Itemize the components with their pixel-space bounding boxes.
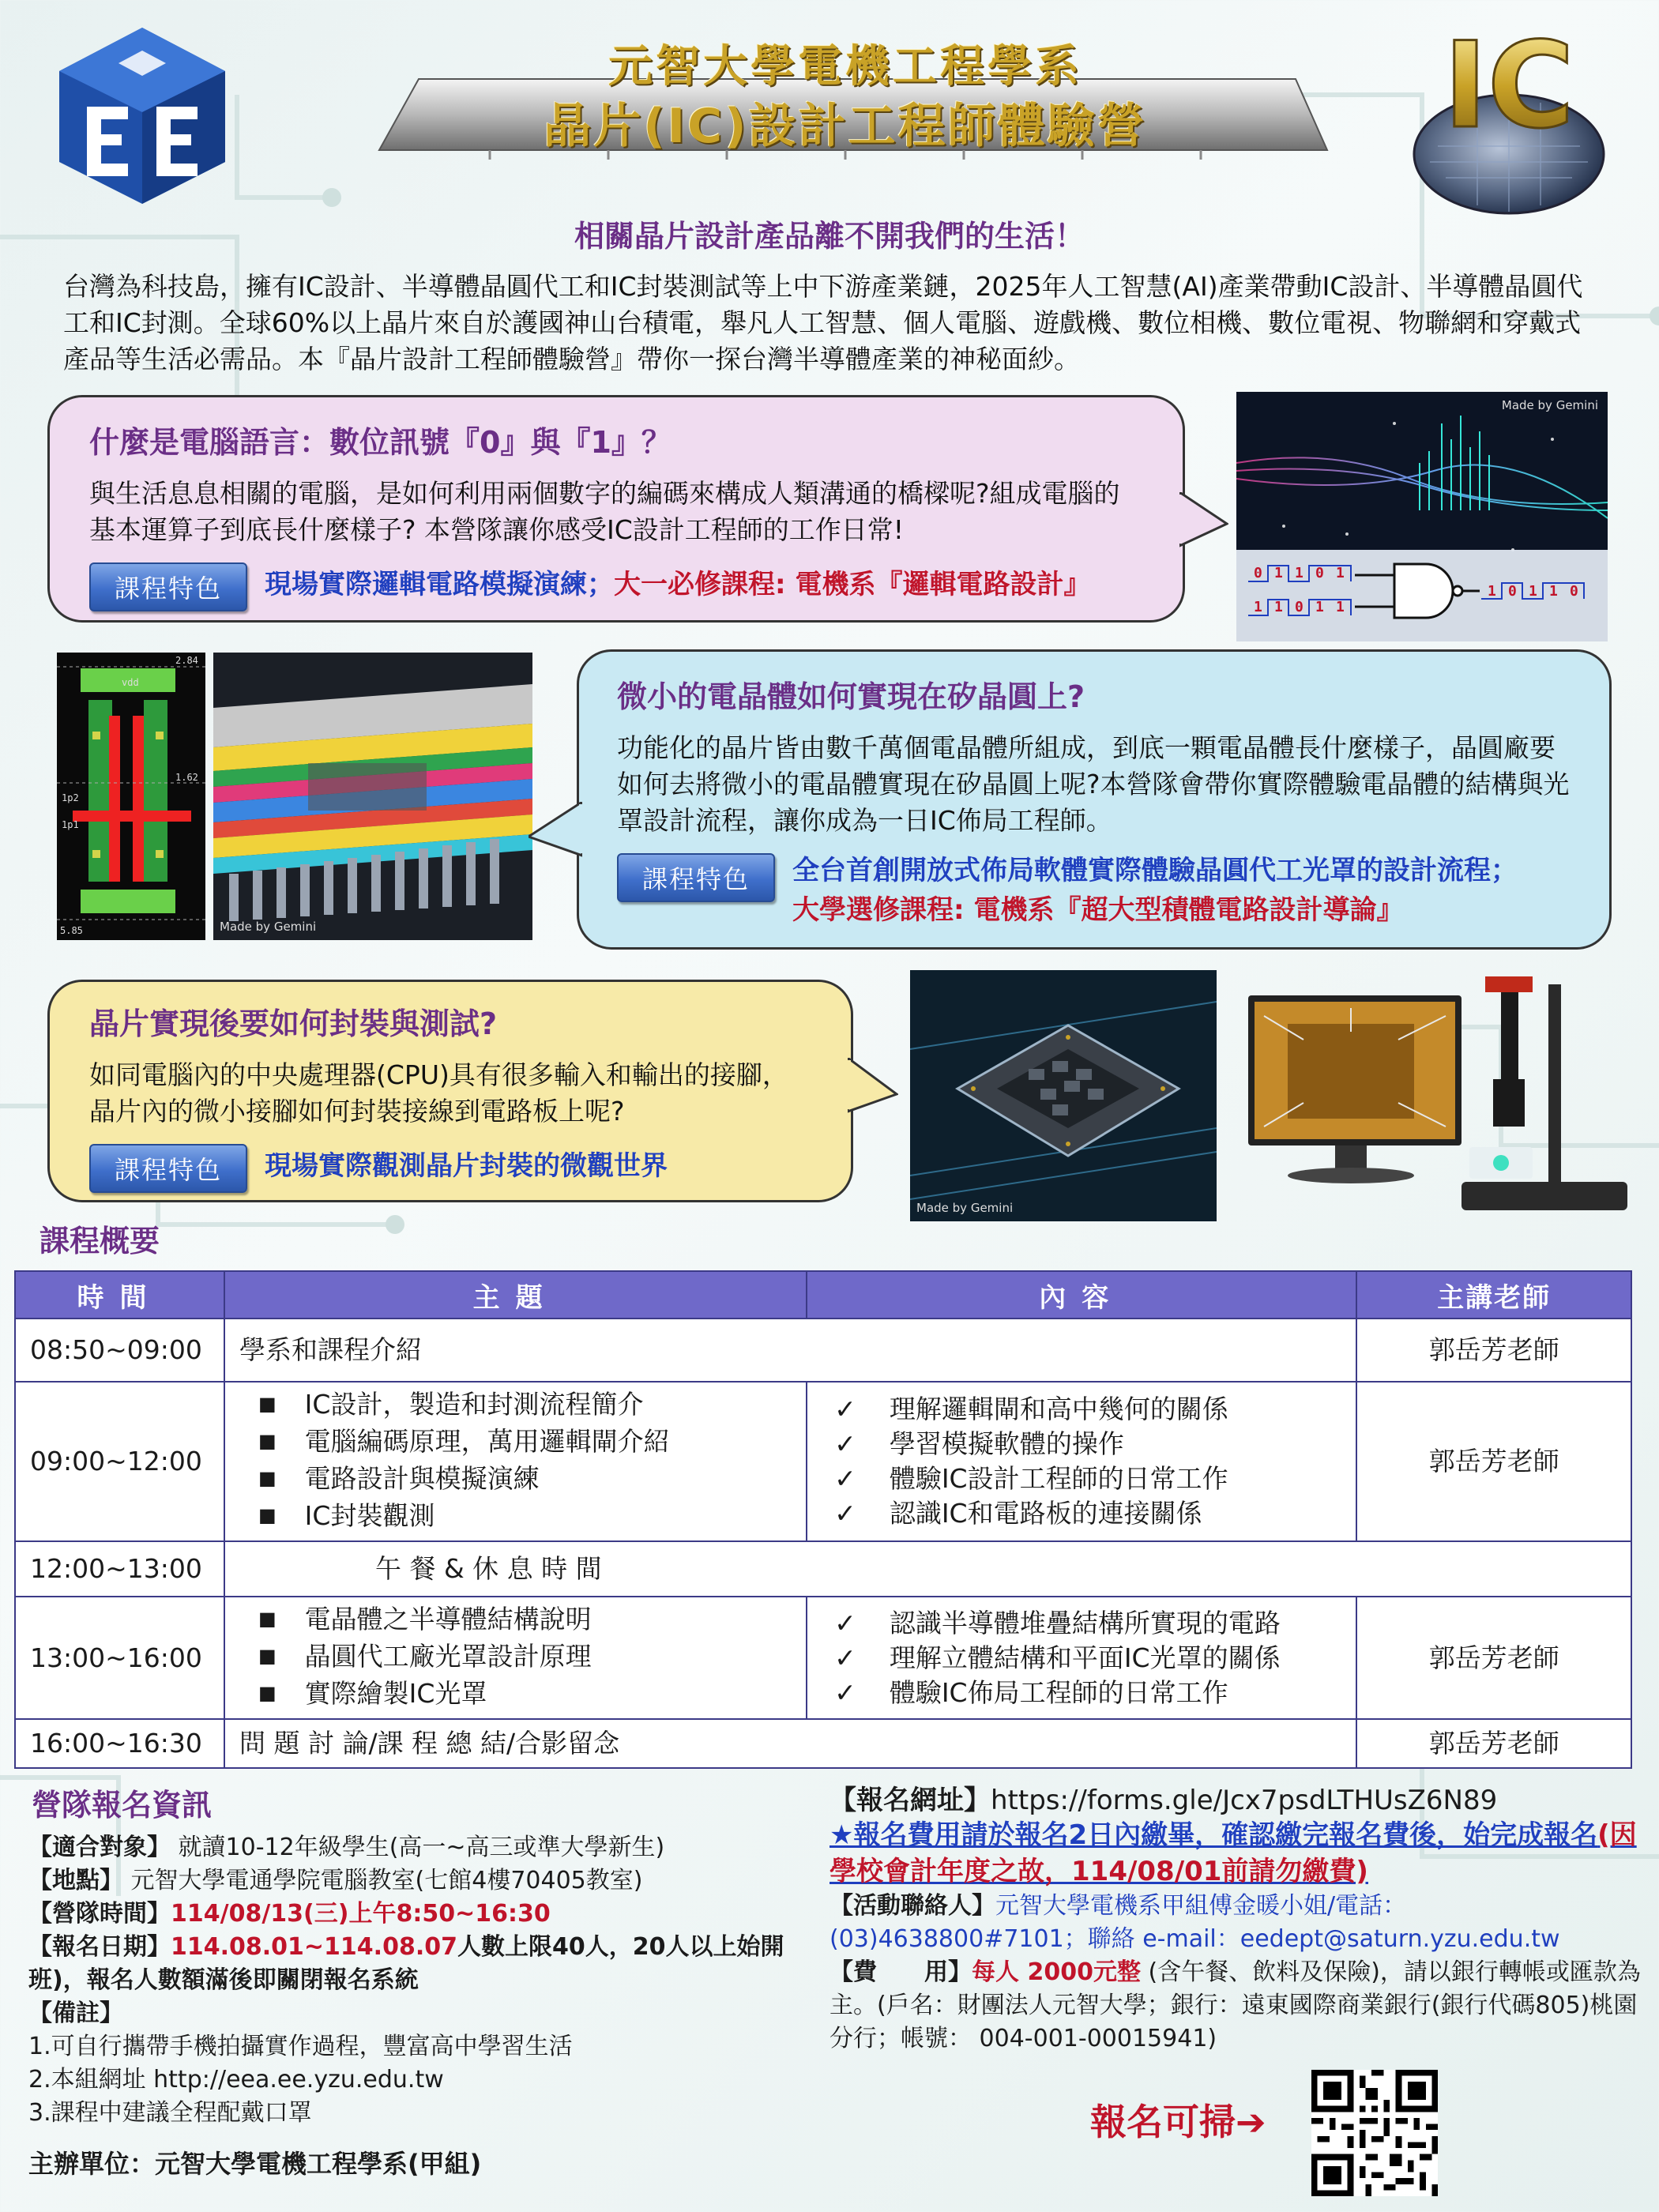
chip-package-image <box>910 970 1217 1221</box>
course-feature-tag: 課程特色 <box>89 562 247 611</box>
bit-out-2: 1 <box>1529 583 1537 600</box>
note-item: 1.可自行攜帶手機拍攝實作過程，豐富高中學習生活 <box>28 2033 573 2060</box>
row-topic: 學系和課程介紹 <box>224 1319 1356 1382</box>
list-item: ■ 電路設計與模擬演練 <box>239 1462 792 1499</box>
target-value: 就讀10-12年級學生(高一~高三或準大學新生) <box>178 1834 665 1861</box>
intro-paragraph: 台灣為科技島，擁有IC設計、半導體晶圓代工和IC封裝測試等上中下游產業鏈，2025年人工智慧(AI)產業帶動IC設計、半導體晶圓代工和IC封測。全球60%以上晶片來自於護國神山台積電，舉凡人工智慧、個人電腦、遊戲機、數位相機、數位電視、物聯網和穿戴式產品等生活必需品。本『晶片設計工程師體驗營』帶你一探台灣半導體產業的神秘面紗。 <box>63 271 1583 374</box>
row-time: 09:00~12:00 <box>15 1382 224 1541</box>
row-time: 12:00~13:00 <box>15 1541 224 1597</box>
qr-code-icon[interactable] <box>1311 2070 1438 2196</box>
bit-in-top-3: 0 <box>1315 565 1324 581</box>
table-row <box>15 1719 1631 1768</box>
list-item: ✓ 學習模擬軟體的操作 <box>822 1427 1341 1462</box>
bit-in-bottom-2: 0 <box>1295 599 1304 615</box>
layout-label-bottom: 5.85 <box>60 925 83 936</box>
bit-in-bottom-1: 1 <box>1274 599 1283 615</box>
list-item: ■ IC設計，製造和封測流程簡介 <box>239 1387 792 1424</box>
list-item: ■ 晶圓代工廠光罩設計原理 <box>239 1639 792 1676</box>
section1-feature-red: 大一必修課程: 電機系『邏輯電路設計』 <box>614 569 1091 600</box>
course-feature-tag: 課程特色 <box>617 853 775 902</box>
row-time: 16:00~16:30 <box>15 1719 224 1768</box>
layout-label-mid: 1.62 <box>175 772 198 783</box>
topic-list <box>239 1387 792 1536</box>
layout-label-1p1: 1p1 <box>62 819 79 830</box>
title-department: 元智大學電機工程學系 <box>608 41 1082 92</box>
list-item: ■ 電腦編碼原理，萬用邏輯閘介紹 <box>239 1424 792 1462</box>
section2-feature-red: 大學選修課程: 電機系『超大型積體電路設計導論』 <box>792 894 1404 926</box>
reg-date-label: 【報名日期】 <box>28 1933 171 1961</box>
ee-department-logo <box>55 24 229 205</box>
bit-in-top-2: 1 <box>1295 565 1304 581</box>
table-row <box>15 1382 1631 1541</box>
schedule-table <box>14 1270 1632 1769</box>
layout-label-top: 2.84 <box>175 655 198 666</box>
list-item: ■ 實際繪製IC光罩 <box>239 1676 792 1714</box>
bit-out-1: 0 <box>1508 583 1517 600</box>
section2-body: 功能化的晶片皆由數千萬個電晶體所組成，到底一顆電晶體長什麼樣子，晶圓廠要如何去將微小的電晶體實現在矽晶圓上呢?本營隊會帶你實際體驗電晶體的結構與光罩設計流程，讓你成為一日IC佈局工程師。 <box>617 732 1570 836</box>
row-teacher: 郭岳芳老師 <box>1356 1597 1631 1719</box>
payment-notice-red: (因學校會計年度之故，114/08/01前請勿繳費) <box>830 1819 1637 1887</box>
place-value: 元智大學電通學院電腦教室(七館4樓70405教室) <box>130 1867 643 1894</box>
fee-amount: 每人 2000元整 <box>972 1958 1141 1986</box>
place-label: 【地點】 <box>28 1867 123 1894</box>
section-packaging <box>47 980 853 1202</box>
title-camp: 晶片(IC)設計工程師體驗營 <box>544 99 1147 154</box>
section1-feature-blue: 現場實際邏輯電路模擬演練； <box>265 569 615 600</box>
microscope-photo <box>1232 969 1635 1223</box>
bubble-pointer <box>529 802 582 857</box>
header-topic: 主題 <box>224 1271 807 1319</box>
list-item: ✓ 認識半導體堆疊結構所實現的電路 <box>822 1606 1341 1641</box>
bubble-pointer <box>848 1058 898 1113</box>
layout-label-vdd: vdd <box>122 677 139 688</box>
list-item: ✓ 理解立體結構和平面IC光罩的關係 <box>822 1641 1341 1676</box>
row-time: 08:50~09:00 <box>15 1319 224 1382</box>
header-teacher: 主講老師 <box>1356 1271 1631 1319</box>
bit-in-top-0: 0 <box>1254 565 1262 581</box>
bubble-pointer <box>1179 492 1228 547</box>
contact-value: 元智大學電機系甲組傅金暖小姐/電話：(03)4638800#7101；聯絡 e-mail：eedept@saturn.yzu.edu.tw <box>830 1892 1560 1953</box>
registration-url-link[interactable]: https://forms.gle/Jcx7psdLTHUsZ6N89 <box>991 1785 1498 1816</box>
section3-heading: 晶片實現後要如何封裝與測試? <box>89 1006 498 1041</box>
section2-heading: 微小的電晶體如何實現在矽晶圓上? <box>617 679 1085 714</box>
bit-out-4: 0 <box>1570 583 1578 600</box>
header-content: 內容 <box>807 1271 1356 1319</box>
list-item: ✓ 認識IC和電路板的連接關係 <box>822 1496 1341 1531</box>
row-teacher: 郭岳芳老師 <box>1356 1319 1631 1382</box>
row-topic: 午 餐 & 休 息 時 間 <box>224 1541 1631 1597</box>
table-row <box>15 1319 1631 1382</box>
content-list <box>822 1392 1341 1531</box>
headline: 相關晶片設計產品離不開我們的生活！ <box>574 219 1085 254</box>
registration-left <box>28 1831 826 2130</box>
row-topic: 問 題 討 論/課 程 總 結/合影留念 <box>224 1719 1356 1768</box>
ai-image-credit: Made by Gemini <box>1501 398 1598 412</box>
layout-mask-image <box>57 653 205 940</box>
bit-in-top-1: 1 <box>1274 565 1283 581</box>
topic-list <box>239 1602 792 1714</box>
row-teacher: 郭岳芳老師 <box>1356 1382 1631 1541</box>
contact-label: 【活動聯絡人】 <box>830 1892 995 1920</box>
header-banner <box>348 32 1343 166</box>
section-digital-signal <box>47 395 1185 623</box>
fee-label: 【費 用】 <box>830 1958 972 1986</box>
url-label: 【報名網址】 <box>830 1785 991 1816</box>
bit-in-bottom-3: 1 <box>1315 599 1324 615</box>
section-transistor <box>577 649 1612 950</box>
ic-wafer-logo <box>1390 8 1620 221</box>
note-item: 3.課程中建議全程配戴口罩 <box>28 2099 312 2127</box>
camp-time-label: 【營隊時間】 <box>28 1900 171 1928</box>
list-item: ■ 電晶體之半導體結構說明 <box>239 1602 792 1639</box>
schedule-title: 課程概要 <box>40 1224 160 1258</box>
row-time: 13:00~16:00 <box>15 1597 224 1719</box>
list-item: ✓ 體驗IC設計工程師的日常工作 <box>822 1462 1341 1496</box>
camp-time-value: 114/08/13(三)上午8:50~16:30 <box>171 1900 551 1928</box>
bit-out-0: 1 <box>1488 583 1496 600</box>
bit-in-bottom-4: 1 <box>1336 599 1345 615</box>
bit-out-3: 1 <box>1549 583 1558 600</box>
ai-image-credit: Made by Gemini <box>916 1201 1014 1215</box>
ai-image-credit: Made by Gemini <box>220 920 317 934</box>
registration-right <box>830 1784 1643 2056</box>
list-item: ✓ 理解邏輯閘和高中幾何的關係 <box>822 1392 1341 1427</box>
list-item: ✓ 體驗IC佈局工程師的日常工作 <box>822 1676 1341 1710</box>
section3-body: 如同電腦內的中央處理器(CPU)具有很多輸入和輸出的接腳，晶片內的微小接腳如何封裝接線到電路板上呢? <box>89 1059 788 1127</box>
schedule-header-row <box>15 1271 1631 1319</box>
registration-title: 營隊報名資訊 <box>32 1788 213 1823</box>
ic-logo-text: IC <box>1443 17 1574 155</box>
payment-notice: ★報名費用請於報名2日內繳畢，確認繳完報名費後，始完成報名 <box>830 1819 1598 1851</box>
table-row <box>15 1541 1631 1597</box>
table-row <box>15 1597 1631 1719</box>
scan-prompt: 報名可掃➔ <box>1090 2101 1266 2143</box>
section2-feature-blue: 全台首創開放式佈局軟體實際體驗晶圓代工光罩的設計流程； <box>792 855 1518 886</box>
bit-in-bottom-0: 1 <box>1254 599 1262 615</box>
row-teacher: 郭岳芳老師 <box>1356 1719 1631 1768</box>
target-label: 【適合對象】 <box>28 1834 171 1861</box>
reg-date-value: 114.08.01~114.08.07 <box>171 1933 457 1961</box>
section1-heading: 什麼是電腦語言：數位訊號『0』與『1』？ <box>89 425 672 460</box>
layout-label-1p2: 1p2 <box>62 792 79 803</box>
reg-date-rest: 人數上限40人，20人以上始開班)，報名人數額滿後即關閉報名系統 <box>28 1933 784 1994</box>
section1-body: 與生活息息相關的電腦，是如何利用兩個數字的編碼來構成人類溝通的橋樑呢?組成電腦的基本運算子到底長什麼樣子? 本營隊讓你感受IC設計工程師的工作日常! <box>89 478 1120 545</box>
header-time: 時間 <box>15 1271 224 1319</box>
transistor-3d-image <box>213 653 532 940</box>
list-item: ■ IC封裝觀測 <box>239 1499 792 1536</box>
bit-in-top-4: 1 <box>1336 565 1345 581</box>
organizer: 主辦單位：元智大學電機工程學系(甲組) <box>28 2149 482 2179</box>
course-feature-tag: 課程特色 <box>89 1144 247 1193</box>
section3-feature-blue: 現場實際觀測晶片封裝的微觀世界 <box>265 1150 668 1182</box>
digital-signal-image <box>1236 392 1608 641</box>
content-list <box>822 1606 1341 1710</box>
fee-details: (含午餐、飲料及保險)，請以銀行轉帳或匯款為主。(戶名：財團法人元智大學；銀行：遠東國際商業銀行(銀行代碼805)桃園分行；帳號： 004-001-00015941) <box>830 1958 1641 2052</box>
note-item: 2.本組網址 http://eea.ee.yzu.edu.tw <box>28 2066 444 2094</box>
note-label: 【備註】 <box>28 1999 123 2027</box>
